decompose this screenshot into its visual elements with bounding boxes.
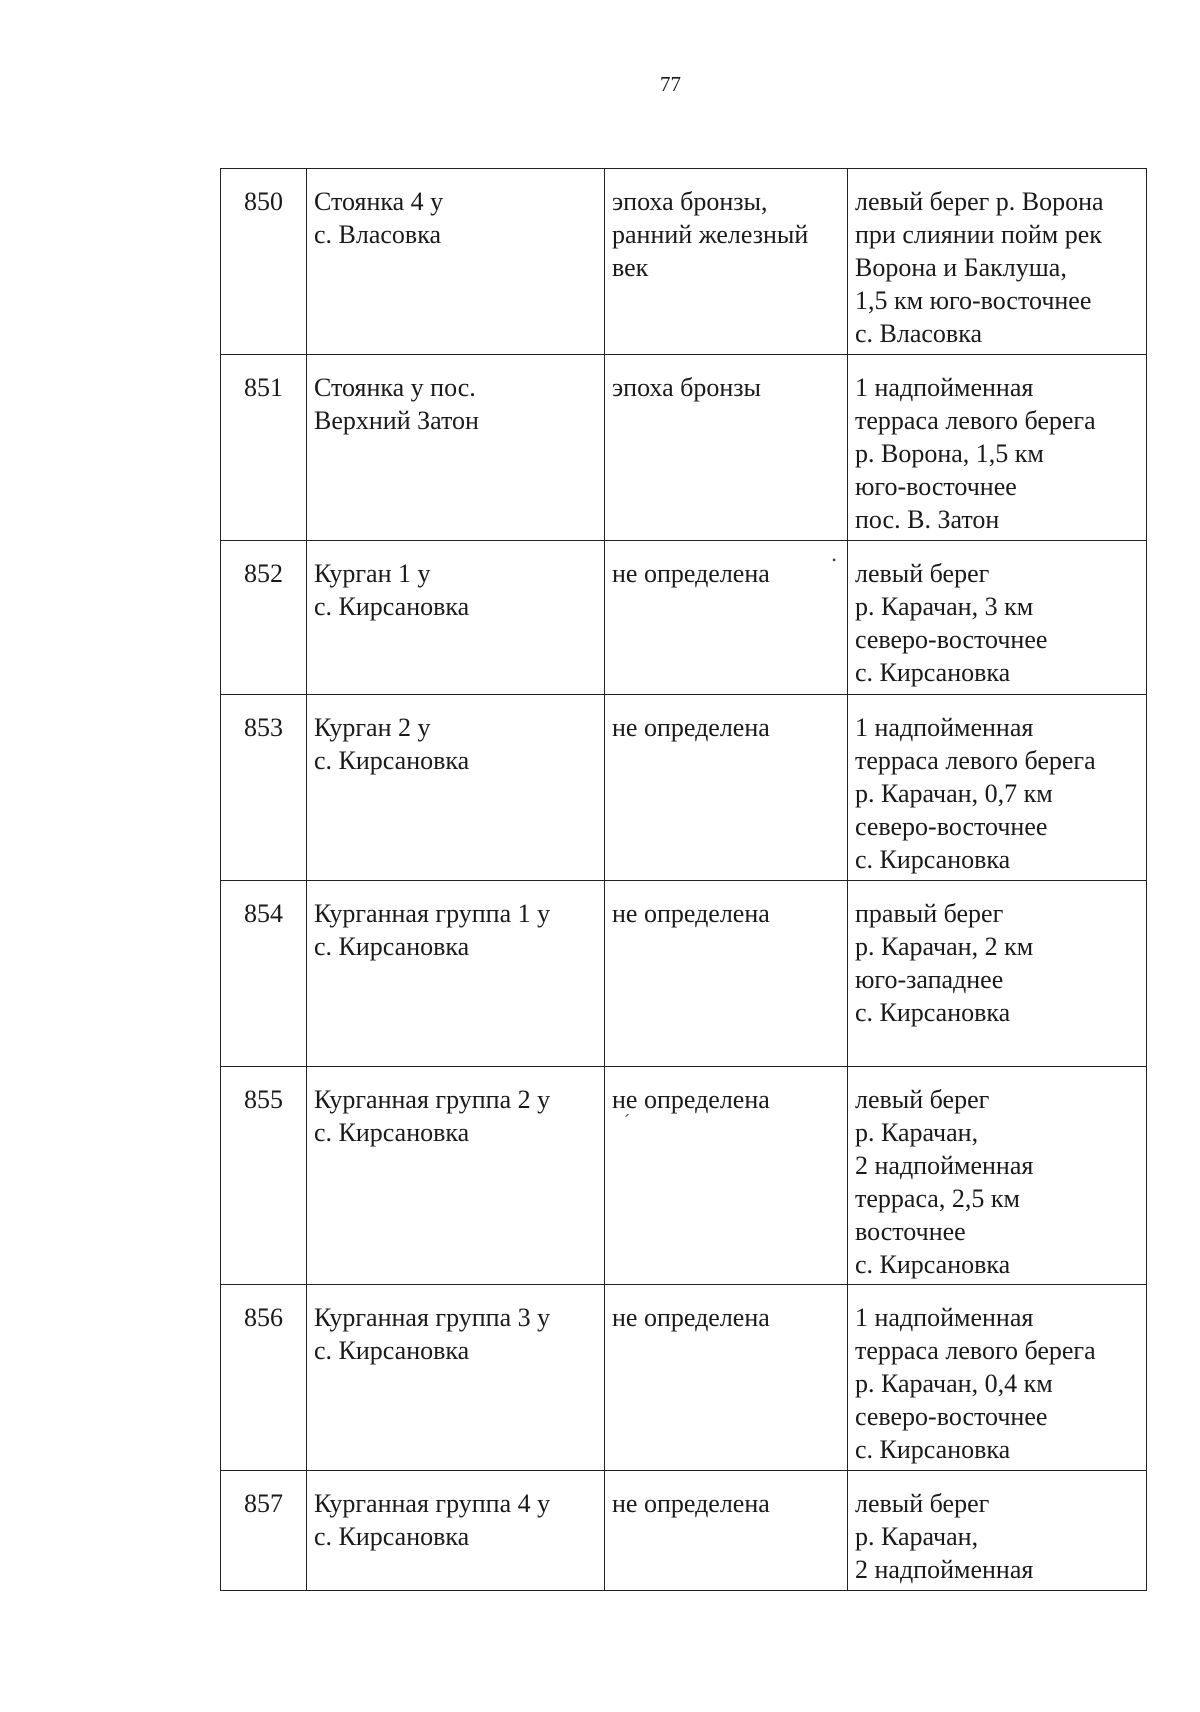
site-location: левый берег р. Карачан, 2 надпойменная терраса, 2,5 км восточнее с. Кирсановка [848,1067,1147,1285]
page-number: 77 [660,72,681,96]
table-row [221,355,1147,541]
heritage-registry-table [220,168,1147,1591]
site-dating: не определена [605,541,848,695]
table-row [221,541,1147,695]
scan-speck-mark: • [832,553,837,567]
table-row [221,169,1147,355]
site-location: 1 надпойменная терраса левого берега р. Ворона, 1,5 км юго-восточнее пос. В. Затон [848,355,1147,541]
pen-tick-mark: ´ [624,1111,630,1131]
row-number: 855 [221,1067,307,1285]
table-row [221,1285,1147,1471]
site-location: правый берег р. Карачан, 2 км юго-западнее с. Кирсановка [848,881,1147,1067]
table-row [221,695,1147,881]
table-row [221,1471,1147,1591]
row-number: 852 [221,541,307,695]
row-number: 853 [221,695,307,881]
site-dating: эпоха бронзы [605,355,848,541]
site-name: Курган 2 у с. Кирсановка [307,695,605,881]
site-name: Стоянка у пос. Верхний Затон [307,355,605,541]
row-number: 857 [221,1471,307,1591]
site-location: левый берег р. Карачан, 2 надпойменная [848,1471,1147,1591]
site-dating: не определена [605,1471,848,1591]
site-dating: не определена [605,1285,848,1471]
row-number: 851 [221,355,307,541]
site-dating: не определена [605,881,848,1067]
site-name: Стоянка 4 у с. Власовка [307,169,605,355]
site-name: Курган 1 у с. Кирсановка [307,541,605,695]
site-location: левый берег р. Ворона при слиянии пойм рек Ворона и Баклуша, 1,5 км юго-восточнее с. Власовка [848,169,1147,355]
row-number: 854 [221,881,307,1067]
site-name: Курганная группа 2 у с. Кирсановка [307,1067,605,1285]
site-name: Курганная группа 1 у с. Кирсановка [307,881,605,1067]
site-dating: эпоха бронзы, ранний железный век [605,169,848,355]
site-name: Курганная группа 3 у с. Кирсановка [307,1285,605,1471]
row-number: 856 [221,1285,307,1471]
site-location: 1 надпойменная терраса левого берега р. Карачан, 0,4 км северо-восточнее с. Кирсановка [848,1285,1147,1471]
site-dating: не определена [605,695,848,881]
row-number: 850 [221,169,307,355]
site-dating: не определена [605,1067,848,1285]
site-location: левый берег р. Карачан, 3 км северо-восточнее с. Кирсановка [848,541,1147,695]
site-name: Курганная группа 4 у с. Кирсановка [307,1471,605,1591]
table-row [221,1067,1147,1285]
site-location: 1 надпойменная терраса левого берега р. Карачан, 0,7 км северо-восточнее с. Кирсановка [848,695,1147,881]
table-row [221,881,1147,1067]
